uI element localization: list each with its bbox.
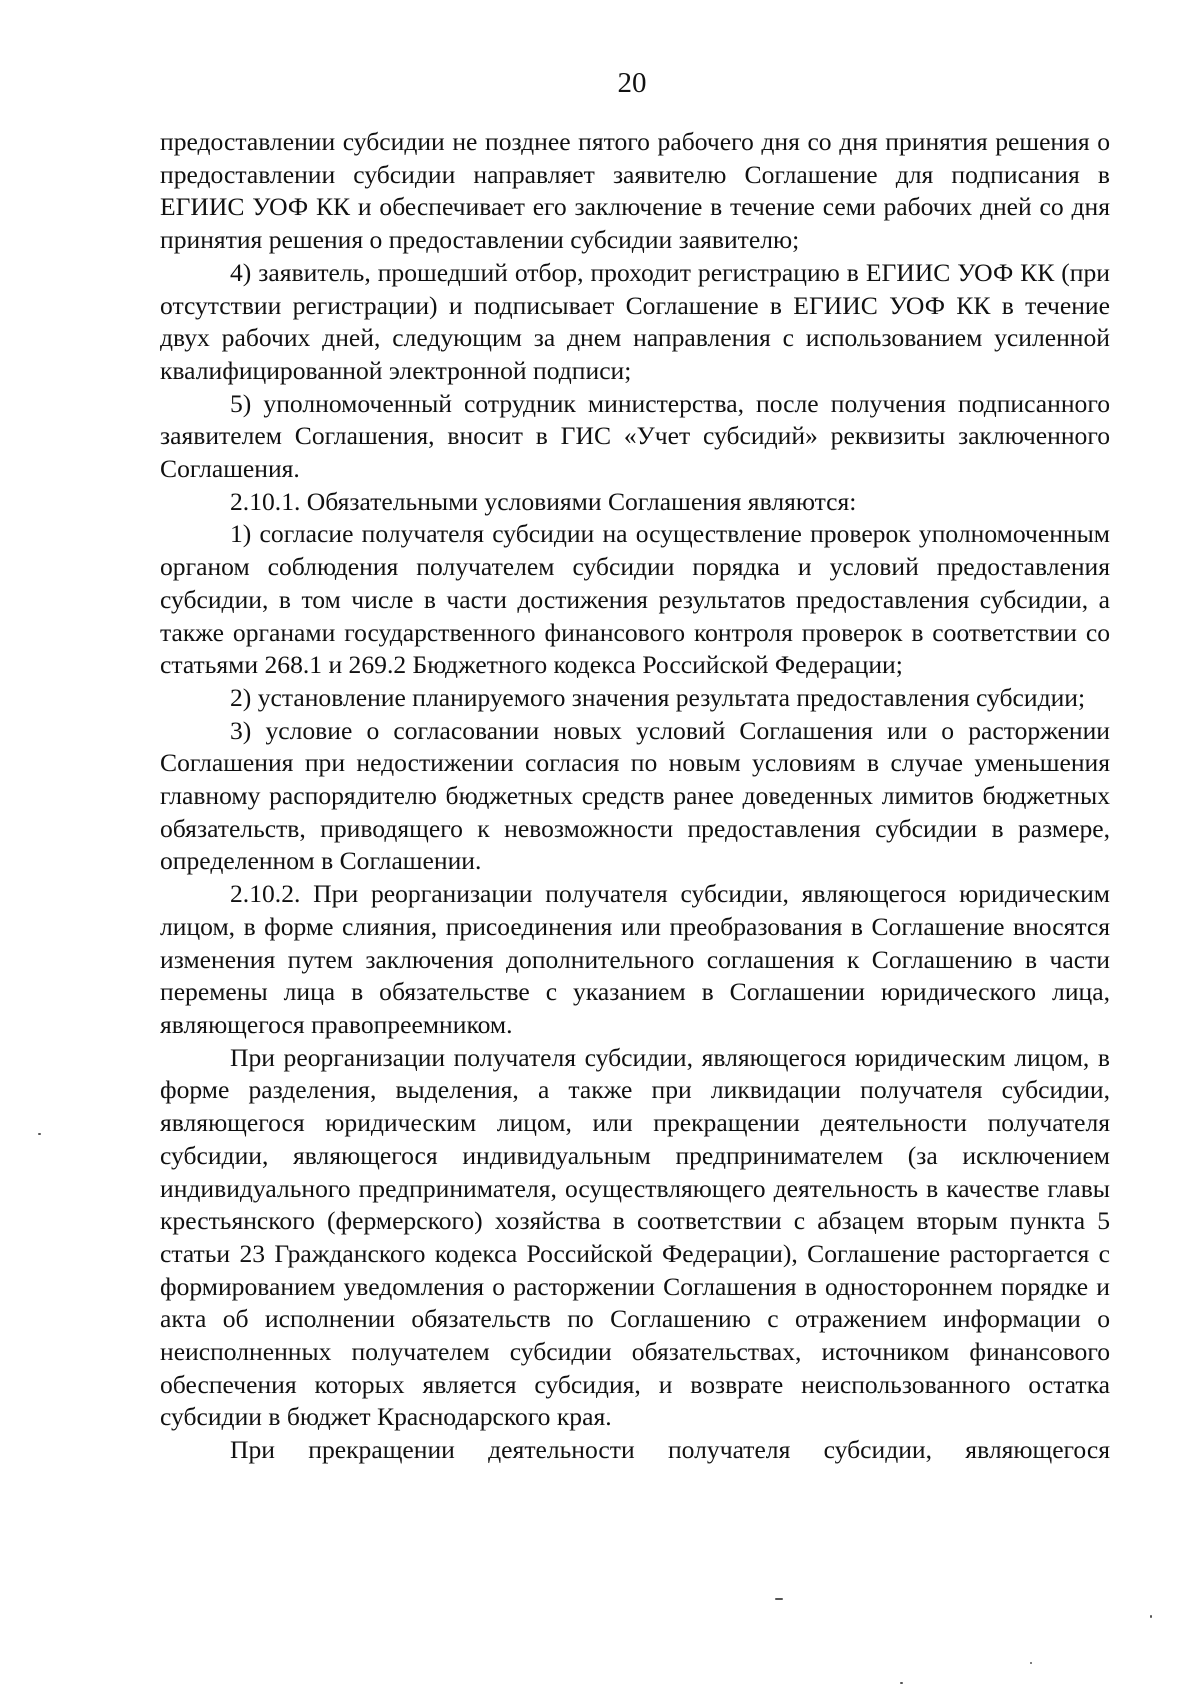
paragraph-termination: При прекращении деятельности получателя субсидии, являющегося <box>230 1435 1110 1465</box>
scan-speck <box>1030 1662 1032 1664</box>
paragraph-condition-2: 2) установление планируемого значения результата предоставления субсидии; <box>230 682 1086 712</box>
paragraph-item-4: 4) заявитель, прошедший отбор, проходит регистрацию в ЕГИИС УОФ КК (при отсутствии регистрации) и подписывает Соглашение в ЕГИИС УОФ КК в течение двух рабочих дней, следующим за днем направления с использованием усиленной квалифицированной электронной подписи; <box>160 257 1110 385</box>
paragraph-continuation: предоставлении субсидии не позднее пятого рабочего дня со дня принятия решения о предоставлении субсидии направляет заявителю Соглашение для подписания в ЕГИИС УОФ КК и обеспечивает его заключение в течение семи рабочих дней со дня принятия решения о предоставлении субсидии заявителю; <box>160 127 1110 255</box>
paragraph-item-5: 5) уполномоченный сотрудник министерства, после получения подписанного заявителем Соглашения, вносит в ГИС «Учет субсидий» реквизиты заключенного Соглашения. <box>160 388 1110 484</box>
scan-speck <box>1150 1615 1152 1618</box>
paragraph-section-2-10-1: 2.10.1. Обязательными условиями Соглашения являются: <box>230 486 857 516</box>
scan-speck <box>900 1682 903 1684</box>
scan-speck <box>775 1598 783 1600</box>
paragraph-condition-1: 1) согласие получателя субсидии на осуществление проверок уполномоченным органом соблюдения получателем субсидии порядка и условий предоставления субсидии, в том числе в части достижения результатов предоставления субсидии, а также органами государственного финансового контроля проверок в соответствии со статьями 268.1 и 269.2 Бюджетного кодекса Российской Федерации; <box>160 519 1110 680</box>
document-body <box>160 126 1110 1467</box>
paragraph-section-2-10-2: 2.10.2. При реорганизации получателя субсидии, являющегося юридическим лицом, в форме слияния, присоединения или преобразования в Соглашение вносятся изменения путем заключения дополнительного соглашения к Соглашению в части перемены лица в обязательстве с указанием в Соглашении юридического лица, являющегося правопреемником. <box>160 879 1110 1039</box>
paragraph-reorganization: При реорганизации получателя субсидии, являющегося юридическим лицом, в форме разделения, выделения, а также при ликвидации получателя субсидии, являющегося юридическим лицом, или прекращении деятельности получателя субсидии, являющегося индивидуальным предпринимателем (за исключением индивидуального предпринимателя, осуществляющего деятельность в качестве главы крестьянского (фермерского) хозяйства в соответствии с абзацем вторым пункта 5 статьи 23 Гражданского кодекса Российской Федерации), Соглашение расторгается с формированием уведомления о расторжении Соглашения в одностороннем порядке и акта об исполнении обязательств по Соглашению с отражением информации о неисполненных получателем субсидии обязательствах, источником финансового обеспечения которых является субсидия, и возврате неиспользованного остатка субсидии в бюджет Краснодарского края. <box>160 1042 1110 1432</box>
paragraph-condition-3: 3) условие о согласовании новых условий Соглашения или о расторжении Соглашения при недостижении согласия по новым условиям в случае уменьшения главному распорядителю бюджетных средств ранее доведенных лимитов бюджетных обязательств, приводящего к невозможности предоставления субсидии в размере, определенном в Соглашении. <box>160 715 1110 876</box>
page-number: 20 <box>617 67 647 99</box>
scan-speck <box>38 1133 41 1135</box>
